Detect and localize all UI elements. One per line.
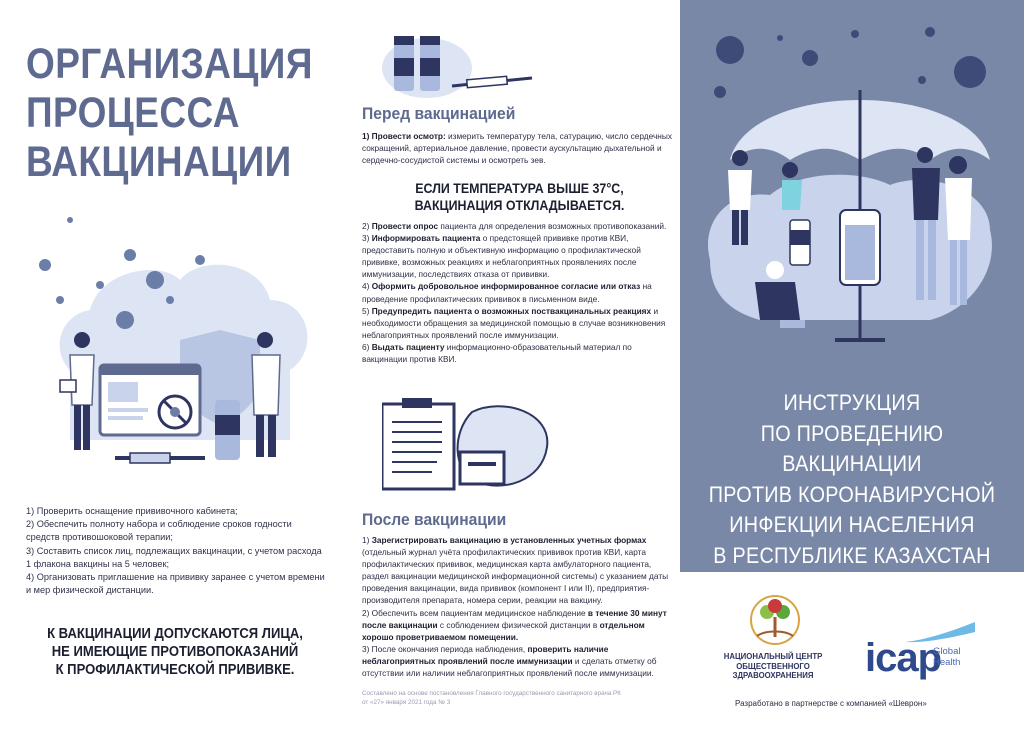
step-bold: Предупредить пациента о возможных поствакцинальных реакциях: [371, 305, 652, 316]
before-vaccination-title: Перед вакцинацией: [362, 104, 516, 123]
step-item: 2) Обеспечить полноту набора и соблюдение сроков годности средств противошоковой терапии;: [26, 519, 292, 543]
instruction-title-line: ПО ПРОВЕДЕНИЮ ВАКЦИНАЦИИ: [760, 420, 944, 476]
step-bold: Оформить добровольное информированное согласие или отказ: [371, 281, 641, 292]
step-text: информационно-образовательный материал по вакцинации против КВИ.: [362, 341, 632, 365]
before-step-2: [362, 220, 672, 232]
column-organization: [0, 0, 340, 730]
icap-wordmark: icap: [865, 636, 942, 680]
step-number: 3): [362, 233, 372, 244]
cover-panel: [680, 0, 1024, 572]
step-text: (отдельный журнал учёта профилактических прививок против КВИ, карта профилактических прививок, медицинская карта амбулаторного пациента, раздел вакцинации медицинской информационной системы) с указанием даты проведения вакцинации, вида прививок (компонент I или II), предприятия-производителя препарата, номера серии, реакции на вакцину.: [362, 547, 669, 606]
icap-subtitle-line: Health: [933, 657, 961, 668]
icap-subtitle-line: Global: [933, 646, 961, 657]
step-number: 1): [362, 535, 372, 545]
step-bold: Провести опрос: [371, 221, 439, 231]
column-instructions: [352, 0, 672, 730]
step-bold: Выдать пациенту: [371, 341, 445, 352]
step-text: измерить температуру тела, сатурацию, число сердечных сокращений, артериальное давление, провести аускультацию дыхательной и сердечно-сосудистой системы и осмотреть зев.: [362, 131, 672, 166]
after-steps-list: [362, 534, 672, 679]
step-text: пациента для определения возможных противопоказаний.: [438, 221, 667, 231]
step-text: с соблюдением физической дистанции в: [437, 619, 600, 630]
step-number: 5): [362, 305, 372, 316]
national-center-line: ЗДРАВООХРАНЕНИЯ: [732, 671, 814, 681]
national-center-line: ОБЩЕСТВЕННОГО: [736, 661, 810, 671]
before-step-5: [362, 305, 672, 341]
admission-line: НЕ ИМЕЮЩИЕ ПРОТИВОПОКАЗАНИЙ: [51, 644, 299, 660]
national-center-line: НАЦИОНАЛЬНЫЙ ЦЕНТР: [723, 652, 823, 661]
main-title-line-3: ВАКЦИНАЦИИ: [26, 138, 292, 186]
instruction-title-line: ИНСТРУКЦИЯ: [783, 390, 921, 415]
vaccine-vials-syringe-illustration: [382, 28, 542, 100]
temperature-line: ЕСЛИ ТЕМПЕРАТУРА ВЫШЕ 37°С,: [415, 181, 624, 196]
step-bold: Зарегистрировать вакцинацию в установленных учетных формах: [371, 535, 647, 545]
after-step-1: [362, 534, 672, 607]
step-number: 6): [362, 341, 372, 352]
before-steps-list: [362, 220, 672, 365]
main-title-line-1: ОРГАНИЗАЦИЯ: [26, 40, 313, 88]
partnership-note: Разработано в партнерстве с компанией «Шеврон»: [735, 699, 927, 708]
vaccination-room-illustration: [30, 200, 330, 490]
step-item: 4) Организовать приглашение на прививку заранее с учетом времени и мер физической дистанции.: [26, 572, 325, 596]
preparation-steps: [26, 505, 326, 597]
step-bold: Информировать пациента: [371, 233, 481, 244]
source-footnote: Составлено на основе постановления Главного государственного санитарного врача РК от «27» января 2021 года № 3: [362, 690, 621, 706]
virus-icons: [714, 27, 986, 98]
step-number: 2): [362, 221, 372, 231]
patient-figure: [782, 162, 802, 210]
before-step-6: [362, 341, 672, 365]
before-step-1: [362, 130, 672, 166]
main-title-line-2: ПРОЦЕССА: [26, 89, 240, 137]
instruction-title: [697, 388, 1007, 571]
temperature-warning: [402, 180, 637, 214]
step-bold: отдельном хорошо проветриваемом помещении.: [362, 619, 645, 642]
step-bold: 1) Провести осмотр:: [362, 131, 446, 141]
step-bold: проверить наличие неблагоприятных проявлений после иммунизации: [362, 643, 609, 666]
after-step-2: [362, 607, 672, 643]
step-text: и необходимости обращения за медицинской помощью в случае возникновения неблагоприятных проявлений после иммунизации.: [362, 305, 666, 340]
instruction-title-line: ИНФЕКЦИИ НАСЕЛЕНИЯ: [729, 512, 975, 537]
before-step-3: [362, 232, 672, 280]
national-center-logo-icon: [735, 592, 815, 647]
admission-line: К ВАКЦИНАЦИИ ДОПУСКАЮТСЯ ЛИЦА,: [47, 626, 303, 642]
admission-statement: [45, 625, 306, 679]
step-bold: в течение 30 минут после вакцинации: [362, 607, 667, 630]
main-title: [26, 40, 313, 187]
step-item: 3) Составить список лиц, подлежащих вакцинации, с учетом расхода 1 флакона вакцины на 5 человек;: [26, 545, 322, 569]
step-text: 2) Обеспечить всем пациентам медицинское наблюдение: [362, 607, 588, 618]
step-text: о предстоящей прививке против КВИ, предоставить полную и объективную информацию о профилактической прививке, возможных реакциях и неблагоприятных проявлениях после иммунизации, последствиях отказа от прививки.: [362, 233, 641, 280]
umbrella-protection-illustration: [690, 20, 1014, 365]
admission-line: К ПРОФИЛАКТИЧЕСКОЙ ПРИВИВКЕ.: [55, 662, 295, 678]
clipboard-illustration: [382, 392, 562, 497]
step-text: 3) После окончания периода наблюдения,: [362, 643, 528, 654]
after-vaccination-title: После вакцинации: [362, 510, 507, 529]
instruction-title-line: ПРОТИВ КОРОНАВИРУСНОЙ: [708, 481, 996, 507]
step-text: и сделать отметку об отсутствии или наличии неблагоприятных проявлений после иммунизации.: [362, 655, 657, 679]
after-step-3: [362, 643, 672, 679]
step-number: 4): [362, 281, 372, 292]
step-item: 1) Проверить оснащение прививочного кабинета;: [26, 506, 238, 516]
instruction-title-line: В РЕСПУБЛИКЕ КАЗАХСТАН: [713, 542, 991, 568]
icap-subtitle: [933, 646, 960, 668]
partner-logos: [680, 572, 1024, 730]
national-center-name: [718, 652, 828, 681]
icap-logo: [865, 622, 975, 682]
temperature-line: ВАКЦИНАЦИЯ ОТКЛАДЫВАЕТСЯ.: [414, 198, 625, 213]
step-text: на проведение профилактических прививок в письменном виде.: [362, 281, 652, 304]
before-step-4: [362, 280, 672, 304]
